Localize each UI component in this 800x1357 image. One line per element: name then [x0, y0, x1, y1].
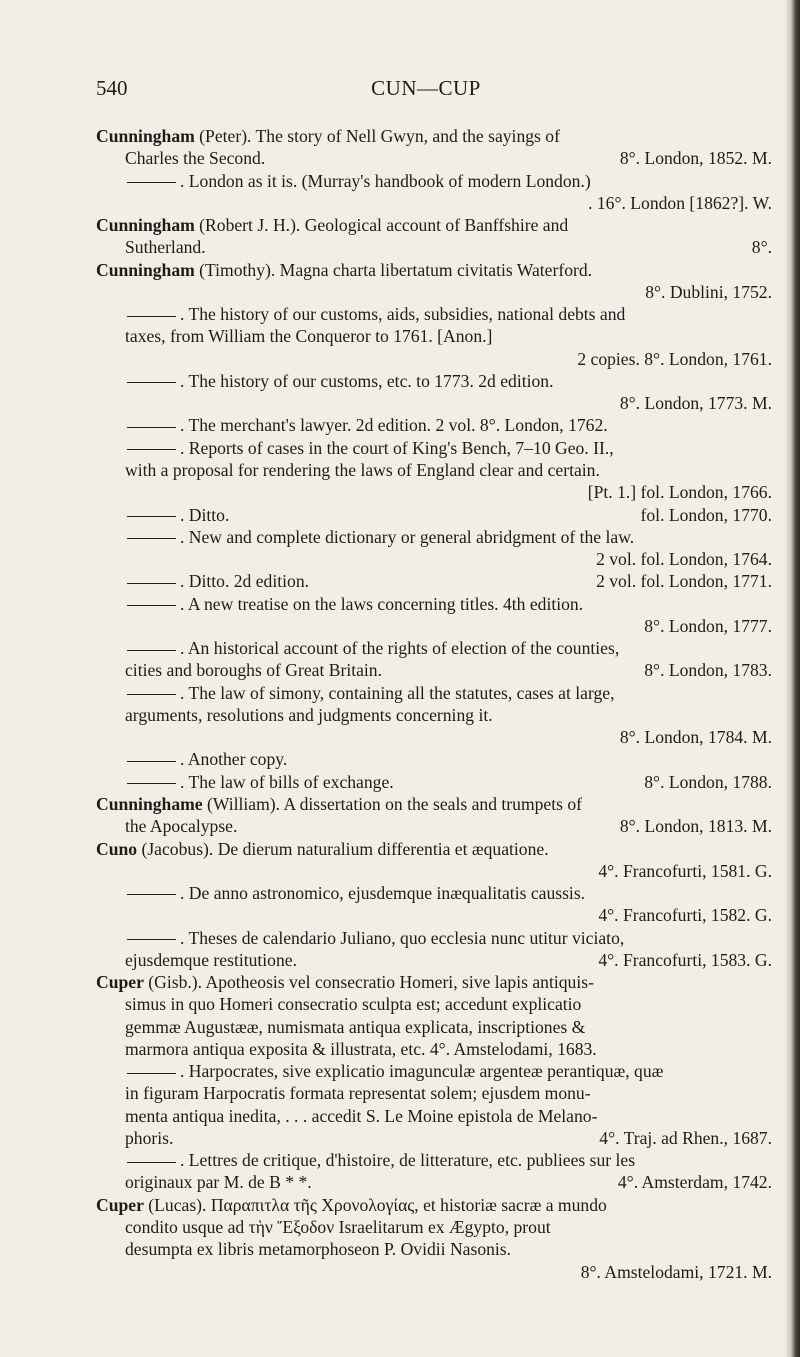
- catalog-line: [96, 570, 772, 592]
- entry-text: (Lucas). Παραπιτλα τῆς Χρονολογίας, et historiæ sacræ a mundo: [143, 1194, 607, 1215]
- entry-text: condito usque ad τὴν Ἔξοδον Israelitarum ex Ægypto, prout: [125, 1217, 551, 1238]
- entry-heading: Cunninghame: [96, 793, 203, 814]
- catalog-line: [96, 481, 772, 503]
- entry-text: menta antiqua inedita, . . . accedit S. Le Moine epistola de Melano-: [125, 1105, 598, 1126]
- entry-text: . Theses de calendario Juliano, quo ecclesia nunc utitur viciato,: [180, 927, 625, 948]
- catalog-line: [96, 1194, 772, 1216]
- imprint-text: fol. London, 1770.: [640, 504, 772, 525]
- catalog-line: [96, 214, 772, 236]
- imprint-text: 8°. London, 1813. M.: [619, 816, 772, 837]
- imprint-text: 8°. London, 1852. M.: [619, 148, 772, 169]
- catalog-line: [96, 659, 772, 681]
- catalog-line: [96, 259, 772, 281]
- catalog-line: [96, 593, 772, 615]
- entry-text: . Ditto. 2d edition.: [180, 571, 310, 592]
- catalog-line: [96, 1105, 772, 1127]
- imprint-text: 8°. London, 1783.: [644, 660, 772, 681]
- imprint-text: 8°.: [751, 237, 772, 258]
- entry-text: in figuram Harpocratis formata representat solem; ejusdem monu-: [125, 1083, 591, 1104]
- imprint-text: 8°. London, 1773. M.: [619, 393, 772, 414]
- ditto-rule: [127, 427, 176, 428]
- entry-text: desumpta ex libris metamorphoseon P. Ovidii Nasonis.: [125, 1239, 512, 1260]
- entry-left: [96, 771, 394, 793]
- entry-text: (William). A dissertation on the seals and trumpets of: [202, 793, 583, 814]
- ditto-rule: [127, 783, 176, 784]
- catalog-line: [96, 548, 772, 570]
- catalog-line: [96, 1171, 772, 1193]
- ditto-rule: [127, 538, 176, 539]
- catalog-line: [96, 192, 772, 214]
- imprint-text: 2 vol. fol. London, 1771.: [596, 571, 772, 592]
- entry-text: . Ditto.: [180, 504, 230, 525]
- entry-text: taxes, from William the Conqueror to 1761. [Anon.]: [125, 326, 493, 347]
- imprint-text: 4°. Francofurti, 1582. G.: [598, 905, 772, 926]
- entry-text: gemmæ Augustææ, numismata antiqua explicata, inscriptiones &: [125, 1016, 586, 1037]
- catalog-entries: [96, 125, 772, 1283]
- page-number: 540: [96, 76, 128, 100]
- entry-text: phoris.: [125, 1127, 174, 1148]
- catalog-line: [96, 1038, 772, 1060]
- catalog-line: [96, 793, 772, 815]
- catalog-line: [96, 1060, 772, 1082]
- ditto-rule: [127, 761, 176, 762]
- entry-heading: Cunningham: [96, 259, 195, 280]
- catalog-line: [96, 1216, 772, 1238]
- catalog-line: [96, 1082, 772, 1104]
- imprint-text: 8°. London, 1788.: [644, 771, 772, 792]
- catalog-line: [96, 748, 772, 770]
- catalog-line: [96, 1016, 772, 1038]
- entry-heading: Cuno: [96, 838, 138, 859]
- entry-text: . New and complete dictionary or general abridgment of the law.: [180, 526, 635, 547]
- catalog-line: [96, 325, 772, 347]
- catalog-line: [96, 459, 772, 481]
- entry-text: . An historical account of the rights of election of the counties,: [180, 638, 620, 659]
- entry-text: arguments, resolutions and judgments concerning it.: [125, 704, 493, 725]
- catalog-line: [96, 303, 772, 325]
- catalog-line: [96, 147, 772, 169]
- entry-text: . De anno astronomico, ejusdemque inæqualitatis caussis.: [180, 883, 586, 904]
- catalog-line: [96, 704, 772, 726]
- imprint-text: 8°. London, 1784. M.: [619, 727, 772, 748]
- catalog-line: [96, 726, 772, 748]
- imprint-text: 8°. Amstelodami, 1721. M.: [580, 1261, 772, 1282]
- entry-text: (Timothy). Magna charta libertatum civitatis Waterford.: [194, 259, 593, 280]
- catalog-line: [96, 682, 772, 704]
- entry-text: . The history of our customs, etc. to 1773. 2d edition.: [180, 370, 554, 391]
- entry-left: [96, 504, 229, 526]
- entry-heading: Cuper: [96, 972, 144, 993]
- imprint-text: 2 vol. fol. London, 1764.: [596, 549, 772, 570]
- entry-text: (Jacobus). De dierum naturalium differentia et æquatione.: [137, 838, 549, 859]
- imprint-text: 4°. Traj. ad Rhen., 1687.: [599, 1127, 772, 1148]
- catalog-line: [96, 348, 772, 370]
- imprint-text: 8°. London, 1777.: [644, 615, 772, 636]
- imprint-text: 4°. Amsterdam, 1742.: [617, 1172, 772, 1193]
- catalog-line: [96, 437, 772, 459]
- ditto-rule: [127, 182, 176, 183]
- imprint-text: 2 copies. 8°. London, 1761.: [577, 348, 772, 369]
- ditto-rule: [127, 516, 176, 517]
- imprint-text: 4°. Francofurti, 1583. G.: [598, 949, 772, 970]
- catalog-line: [96, 771, 772, 793]
- entry-text: . The history of our customs, aids, subsidies, national debts and: [180, 304, 626, 325]
- catalog-line: [96, 615, 772, 637]
- entry-text: (Peter). The story of Nell Gwyn, and the sayings of: [194, 126, 560, 146]
- entry-text: . London as it is. (Murray's handbook of modern London.): [180, 170, 591, 191]
- catalog-line: [96, 1238, 772, 1260]
- entry-text: originaux par M. de B * *.: [125, 1172, 312, 1193]
- entry-text: (Robert J. H.). Geological account of Banffshire and: [194, 215, 569, 236]
- catalog-line: [96, 993, 772, 1015]
- ditto-rule: [127, 382, 176, 383]
- entry-text: . A new treatise on the laws concerning titles. 4th edition.: [180, 593, 584, 614]
- imprint-text: . 16°. London [1862?]. W.: [588, 192, 772, 213]
- entry-heading: Cunningham: [96, 215, 195, 236]
- entry-heading: Cuper: [96, 1194, 144, 1215]
- catalog-line: [96, 949, 772, 971]
- catalog-line: [96, 637, 772, 659]
- catalog-line: [96, 414, 772, 436]
- catalog-line: [96, 1261, 772, 1283]
- entry-text: . Lettres de critique, d'histoire, de litterature, etc. publiees sur les: [180, 1150, 636, 1171]
- catalog-line: [96, 281, 772, 303]
- catalog-line: [96, 504, 772, 526]
- catalog-line: [96, 170, 772, 192]
- entry-text: . Harpocrates, sive explicatio imagunculæ argenteæ perantiquæ, quæ: [180, 1061, 664, 1082]
- imprint-text: 8°. Dublini, 1752.: [645, 281, 772, 302]
- catalog-line: [96, 125, 772, 147]
- entry-text: Charles the Second.: [125, 148, 266, 169]
- running-head: CUN—CUP: [371, 76, 481, 100]
- ditto-rule: [127, 694, 176, 695]
- entry-text: . Another copy.: [180, 749, 288, 770]
- ditto-rule: [127, 650, 176, 651]
- entry-left: [96, 570, 309, 592]
- catalog-line: [96, 860, 772, 882]
- catalog-line: [96, 392, 772, 414]
- catalog-line: [96, 927, 772, 949]
- ditto-rule: [127, 449, 176, 450]
- catalog-line: [96, 370, 772, 392]
- entry-text: the Apocalypse.: [125, 816, 238, 837]
- entry-text: ejusdemque restitutione.: [125, 949, 297, 970]
- catalog-line: [96, 526, 772, 548]
- catalog-line: [96, 882, 772, 904]
- page-header: [96, 76, 756, 106]
- entry-text: . Reports of cases in the court of King's Bench, 7–10 Geo. II.,: [180, 437, 614, 458]
- entry-text: Sutherland.: [125, 237, 206, 258]
- page-edge-shadow: [786, 0, 800, 1357]
- catalog-line: [96, 904, 772, 926]
- ditto-rule: [127, 583, 176, 584]
- ditto-rule: [127, 1162, 176, 1163]
- entry-text: with a proposal for rendering the laws of England clear and certain.: [125, 459, 600, 480]
- ditto-rule: [127, 605, 176, 606]
- ditto-rule: [127, 1073, 176, 1074]
- entry-text: (Gisb.). Apotheosis vel consecratio Homeri, sive lapis antiquis-: [143, 972, 594, 993]
- ditto-rule: [127, 316, 176, 317]
- entry-text: simus in quo Homeri consecratio sculpta est; accedunt explicatio: [125, 994, 582, 1015]
- entry-text: marmora antiqua exposita & illustrata, etc. 4°. Amstelodami, 1683.: [125, 1038, 597, 1059]
- catalog-line: [96, 815, 772, 837]
- catalog-line: [96, 1127, 772, 1149]
- ditto-rule: [127, 894, 176, 895]
- catalog-line: [96, 236, 772, 258]
- catalog-line: [96, 1149, 772, 1171]
- catalog-line: [96, 971, 772, 993]
- entry-text: . The merchant's lawyer. 2d edition. 2 vol. 8°. London, 1762.: [180, 415, 608, 436]
- ditto-rule: [127, 939, 176, 940]
- imprint-text: [Pt. 1.] fol. London, 1766.: [587, 482, 772, 503]
- entry-text: cities and boroughs of Great Britain.: [125, 660, 382, 681]
- entry-heading: Cunningham: [96, 126, 195, 146]
- imprint-text: 4°. Francofurti, 1581. G.: [598, 860, 772, 881]
- entry-text: . The law of simony, containing all the statutes, cases at large,: [180, 682, 615, 703]
- entry-text: . The law of bills of exchange.: [180, 771, 394, 792]
- catalog-line: [96, 838, 772, 860]
